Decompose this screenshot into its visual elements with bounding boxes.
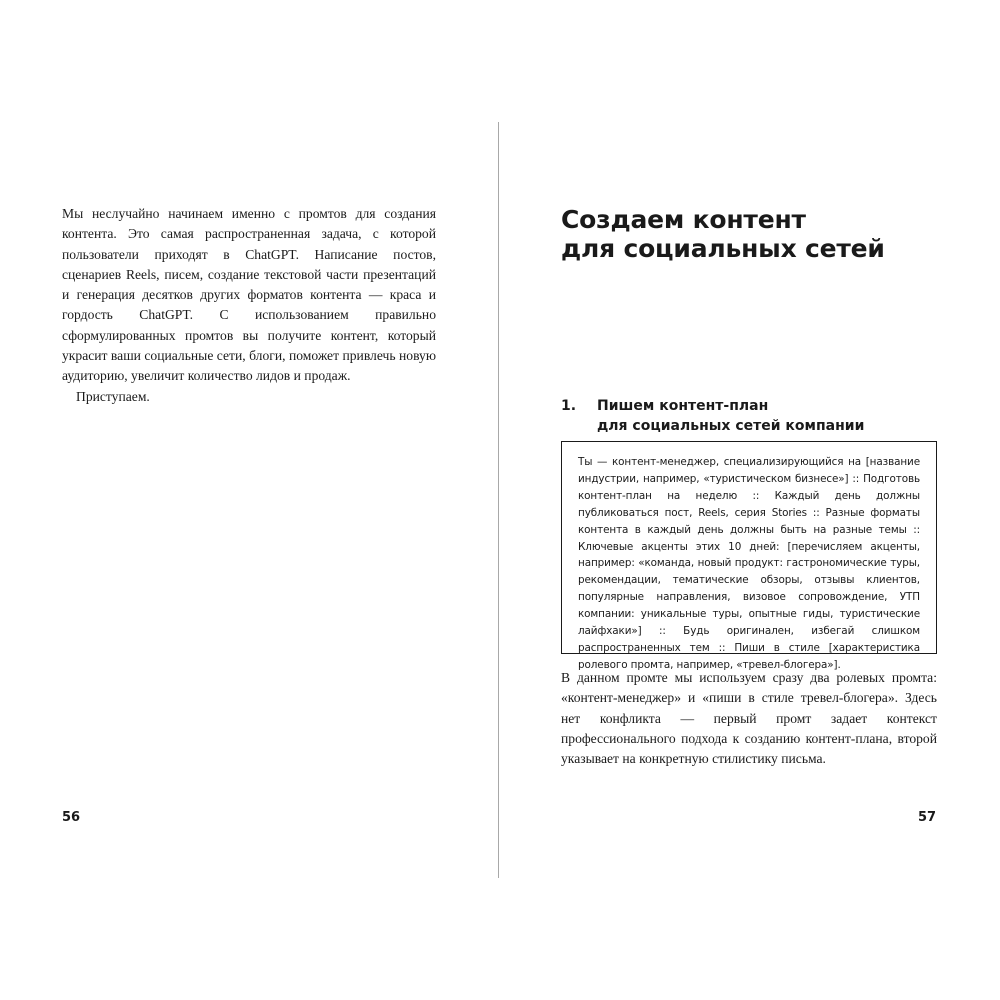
left-paragraph-intro: Мы неслучайно начинаем именно с промтов для создания контента. Это самая распространенная задача, с которой пользователи приходят в ChatGPT. Написание постов, сценариев Reels, писем, создание текстовой части презентаций и генерация десятков других форматов контента — краса и гордость ChatGPT. С использованием правильно сформулированных промтов вы получите контент, который украсит ваши социальные сети, блоги, поможет привлечь новую аудиторию, увеличит количество лидов и продаж. [62, 206, 436, 384]
prompt-example-text: Ты — контент-менеджер, специализирующийся на [название индустрии, например, «туристическом бизнесе»] :: Подготовь контент-план на неделю :: Каждый день должны публиковаться пост, Reels, серия Stories :: Разные форматы контента в каждый день должны быть на разные темы :: Ключевые акценты этих 10 дней: [перечисляем акценты, например: «команда, новый продукт: гастрономические туры, рекомендации, тематические обзоры, отзывы клиентов, популярные направления, визовое сопровождение, УТП компании: уникальные туры, опытные гиды, туристические лайфхаки»] :: Будь оригинален, избегай слишком распространенных тем :: Пиши в стиле [характеристика ролевого промта, например, «тревел-блогера»]. [578, 456, 920, 671]
section-title-line-2: для социальных сетей компании [597, 418, 865, 434]
right-page-number: 57 [918, 810, 937, 825]
page-gutter-divider [498, 122, 499, 878]
chapter-title [561, 205, 941, 263]
chapter-title-line-1: Создаем контент [561, 205, 806, 234]
section-title-line-1: Пишем контент-план [597, 398, 769, 414]
section-title [597, 396, 941, 436]
prompt-example-box [561, 441, 937, 671]
left-page-number: 56 [62, 810, 81, 825]
right-page-body: В данном промте мы используем сразу два ролевых промта: «контент-менеджер» и «пиши в стиле тревел-блогера». Здесь нет конфликта — первый промт задает контекст профессионального подхода к созданию контент-плана, второй указывает на конкретную стилистику письма. [561, 670, 937, 767]
chapter-title-line-2: для социальных сетей [561, 234, 885, 263]
left-page-body [62, 204, 436, 407]
section-number: 1. [561, 398, 577, 414]
left-paragraph-start: Приступаем. [76, 388, 150, 404]
section-heading [561, 396, 941, 436]
